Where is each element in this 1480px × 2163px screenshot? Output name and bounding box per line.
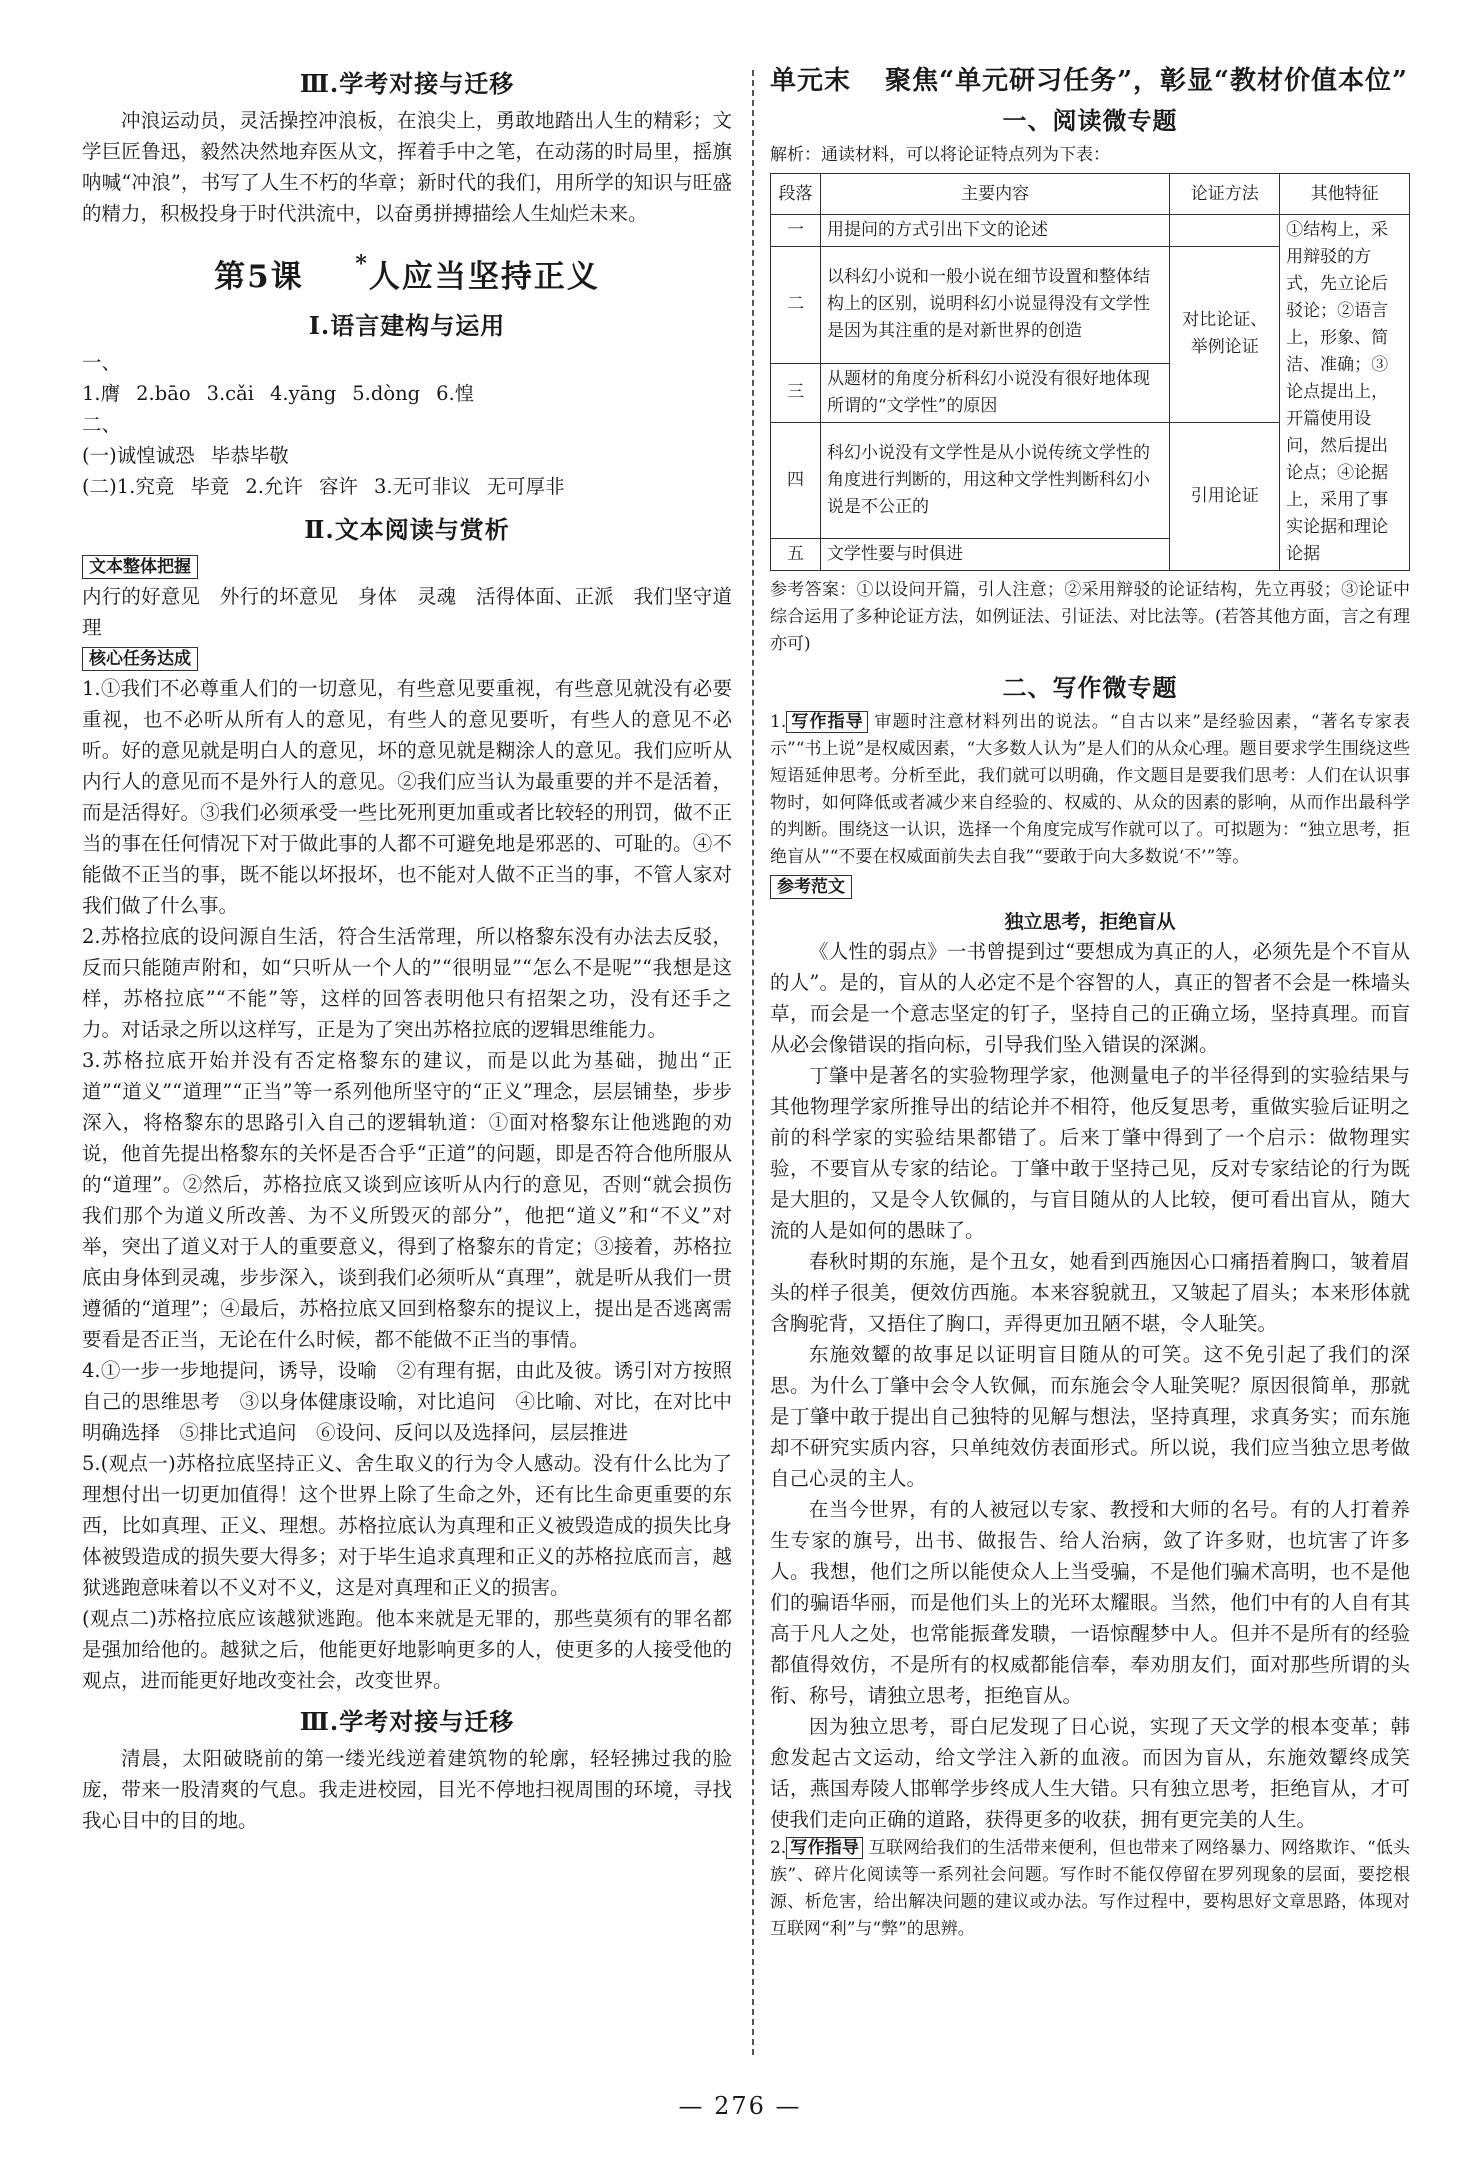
column-divider (752, 70, 754, 2055)
part-label: 二、 (82, 413, 122, 436)
answer-line (82, 378, 732, 409)
lesson-number: 第5课 (214, 259, 304, 295)
analysis-table (770, 173, 1410, 571)
lesson-title (82, 251, 732, 296)
answer-item: 2.允许 (245, 475, 303, 498)
paragraph: 清晨，太阳破晓前的第一缕光线逆着建筑物的轮廓，轻轻拂过我的脸庞，带来一股清爽的气息。我走进校园，目光不停地扫视周围的环境，寻找我心目中的目的地。 (82, 1747, 732, 1832)
answer-item: 2.bāo (136, 382, 191, 405)
table-cell: 一 (771, 215, 821, 247)
table-cell (1170, 215, 1280, 247)
table-header-row (771, 174, 1410, 215)
table-cell-method: 引用论证 (1170, 422, 1280, 571)
answer-paragraph: (观点二)苏格拉底应该越狱逃跑。他本来就是无罪的，那些莫须有的罪名都是强加给他的。越狱之后，他能更好地影响更多的人，使更多的人接受他的观点，进而能更好地改变社会，改变世界。 (82, 1607, 732, 1692)
answer-item: (一)诚惶诚恐 (82, 444, 195, 467)
item-number: 2. (770, 1838, 787, 1858)
essay-paragraph: 《人性的弱点》一书曾提到过“要想成为真正的人，必须先是个不盲从的人”。是的，盲从的人必定不是个容智的人，真正的智者不会是一株墙头草，而会是一个意志坚定的钉子，坚持自己的正确立场，坚持真理。而盲从必会像错误的指向标，引导我们坠入错误的深渊。 (770, 940, 1410, 1056)
page-number: — 276 — (678, 2092, 802, 2120)
answer-item: (二)1.究竟 (82, 475, 175, 498)
table-cell-other: ①结构上，采用辩驳的方式，先立论后驳论；②语言上，形象、简洁、准确；③论点提出上，开篇使用设问，然后提出论点；④论据上，采用了事实论据和理论论据 (1280, 215, 1410, 571)
section-heading: 一、阅读微专题 (1002, 106, 1178, 135)
unit-prefix: 单元末 (770, 66, 852, 96)
answer-line (82, 471, 732, 502)
answer-paragraph: 2.苏格拉底的设问源自生活，符合生活常理，所以格黎东没有办法去反驳，反而只能随声附和，如“只听从一个人的”“很明显”“怎么不是呢”“我想是这样，苏格拉底”“不能”等，这样的回答表明他只有招架之功，没有还手之力。对话录之所以这样写，正是为了突出苏格拉底的逻辑思维能力。 (82, 925, 732, 1041)
essay-paragraph: 东施效颦的故事足以证明盲目随从的可笑。这不免引起了我们的深思。为什么丁肇中会令人钦佩，而东施会令人耻笑呢？原因很简单，那就是丁肇中敢于提出自己独特的见解与想法，坚持真理，求真务实；而东施却不研究实质内容，只单纯效仿表面形式。所以说，我们应当独立思考做自己心灵的主人。 (770, 1343, 1410, 1490)
table-row (771, 215, 1410, 247)
unit-title (770, 60, 1410, 97)
section-heading: Ⅲ.学考对接与迁移 (299, 1707, 515, 1736)
unit-heading: 聚焦“单元研习任务”，彰显“教材价值本位” (885, 66, 1408, 96)
writing-guide (770, 709, 1410, 871)
column-header: 主要内容 (820, 174, 1169, 215)
essay-paragraph: 丁肇中是著名的实验物理学家，他测量电子的半径得到的实验结果与其他物理学家所推导出的结论并不相符，他反复思考，重做实验后证明之前的科学家的实验结果都错了。后来丁肇中得到了一个启示：做物理实验，不要盲从专家的结论。丁肇中敢于坚持己见，反对专家结论的行为既是大胆的，又是令人钦佩的，与盲目随从的人比较，便可看出盲从，随大流的人是如何的愚昧了。 (770, 1064, 1410, 1242)
tag-label: 写作指导 (786, 1837, 863, 1859)
guide-text: 审题时注意材料列出的说法。“自古以来”是经验因素，“著名专家表示”“书上说”是权威因素，“大多数人认为”是人们的从众心理。题目要求学生围绕这些短语延伸思考。分析至此，我们就可以明确，作文题目是要我们思考：人们在认识事物时，如何降低或者减少来自经验的、权威的、从众的因素的影响，从而作出最科学的判断。围绕这一认识，选择一个角度完成写作就可以了。可拟题为：“独立思考，拒绝盲从”“不要在权威面前失去自我”“要敢于向大多数说‘不’”等。 (770, 712, 1411, 867)
answer-item: 1.膺 (82, 382, 121, 405)
guide-text: 互联网给我们的生活带来便利，但也带来了网络暴力、网络欺诈、“低头族”、碎片化阅读等一系列社会问题。写作时不能仅停留在罗列现象的层面，要挖根源、析危害，给出解决问题的建议或办法。写作过程中，要构思好文章思路，体现对互联网“利”与“弊”的思辨。 (770, 1838, 1411, 1939)
table-cell-method: 对比论证、举例论证 (1170, 247, 1280, 423)
lesson-mark: * (355, 251, 369, 277)
table-cell: 三 (771, 363, 821, 422)
table-cell: 五 (771, 539, 821, 571)
answer-item: 4.yāng (269, 382, 337, 405)
table-cell: 从题材的角度分析科幻小说没有很好地体现所谓的“文学性”的原因 (820, 363, 1169, 422)
answer-item: 3.cǎi (206, 382, 254, 405)
essay-title: 独立思考，拒绝盲从 (1004, 911, 1176, 933)
answer-line (82, 440, 732, 471)
answer-item: 毕恭毕敬 (210, 444, 289, 467)
section-heading: Ⅱ.文本阅读与赏析 (304, 515, 510, 544)
paragraph: 内行的好意见 外行的坏意见 身体 灵魂 活得体面、正派 我们坚守道理 (82, 585, 732, 639)
answer-item: 毕竟 (190, 475, 230, 498)
column-header: 段落 (771, 174, 821, 215)
answer-item: 3.无可非议 (373, 475, 471, 498)
tag-label: 核心任务达成 (82, 647, 198, 671)
part-label: 一、 (82, 351, 122, 374)
table-cell: 用提问的方式引出下文的论述 (820, 215, 1169, 247)
table-cell: 文学性要与时俱进 (820, 539, 1169, 571)
answer-paragraph: 4.①一步一步地提问，诱导，设喻 ②有理有据，由此及彼。诱引对方按照自己的思维思考 ③以身体健康设喻，对比追问 ④比喻、对比，在对比中明确选择 ⑤排比式追问 ⑥设问、反问以及选择问，层层推进 (82, 1359, 732, 1444)
right-column (770, 60, 1410, 1943)
section-heading: 二、写作微专题 (1002, 673, 1178, 702)
tag-label: 参考范文 (770, 875, 852, 899)
writing-guide (770, 1835, 1410, 1943)
answer-item: 无可厚非 (486, 475, 565, 498)
answer-paragraph: 3.苏格拉底开始并没有否定格黎东的建议，而是以此为基础，抛出“正道”“道义”“道理”“正当”等一系列他所坚守的“正义”理念，层层铺垫，步步深入，将格黎东的思路引入自己的逻辑轨道：①面对格黎东让他逃跑的劝说，他首先提出格黎东的关怀是否合乎“正道”的问题，即是否符合他所服从的“道理”。②然后，苏格拉底又谈到应该听从内行的意见，否则“就会损伤我们那个为道义所改善、为不义所毁灭的部分”，他把“道义”和“不义”对举，突出了道义对于人的重要意义，得到了格黎东的肯定；③接着，苏格拉底由身体到灵魂，步步深入，谈到我们必须听从“真理”，就是听从我们一贯遵循的“道理”；④最后，苏格拉底又回到格黎东的提议上，提出是否逃离需要看是否正当，无论在什么时候，都不能做不正当的事情。 (82, 1049, 732, 1351)
tag-label: 文本整体把握 (82, 555, 198, 579)
answer-item: 6.惶 (436, 382, 475, 405)
analysis-intro: 解析：通读材料，可以将论证特点列为下表： (770, 145, 1110, 165)
essay-paragraph: 因为独立思考，哥白尼发现了日心说，实现了天文学的根本变革；韩愈发起古文运动，给文学注入新的血液。而因为盲从，东施效颦终成笑话，燕国寿陵人邯郸学步终成人生大错。只有独立思考，拒绝盲从，才可使我们走向正确的道路，获得更多的收获，拥有更完美的人生。 (770, 1715, 1410, 1831)
answer-item: 5.dòng (352, 382, 421, 405)
table-cell: 二 (771, 247, 821, 364)
lesson-name: 人应当坚持正义 (368, 259, 600, 295)
left-column (82, 60, 732, 1836)
reference-answer: 参考答案：①以设问开篇，引人注意；②采用辩驳的论证结构，先立再驳；③论证中综合运用了多种论证方法，如例证法、引证法、对比法等。(若答其他方面，言之有理亦可) (770, 580, 1410, 654)
table-cell: 科幻小说没有文学性是从小说传统文学性的角度进行判断的，用这种文学性判断科幻小说是不公正的 (820, 422, 1169, 539)
section-heading: Ⅲ.学考对接与迁移 (299, 69, 515, 98)
tag-label: 写作指导 (786, 711, 868, 733)
answer-paragraph: 1.①我们不必尊重人们的一切意见，有些意见要重视，有些意见就没有必要重视，也不必听从所有人的意见，有些人的意见要听，有些人的意见不必听。好的意见就是明白人的意见，坏的意见就是糊涂人的意见。我们应听从内行人的意见而不是外行人的意见。②我们应当认为最重要的并不是活着，而是活得好。③我们必须承受一些比死刑更加重或者比较轻的刑罚，做不正当的事在任何情况下对于做此事的人都不可避免地是邪恶的、可耻的。④不能做不正当的事，既不能以坏报坏，也不能对人做不正当的事，不管人家对我们做了什么事。 (82, 677, 732, 917)
answer-paragraph: 5.(观点一)苏格拉底坚持正义、舍生取义的行为令人感动。没有什么比为了理想付出一切更加值得！这个世界上除了生命之外，还有比生命更重要的东西，比如真理、正义、理想。苏格拉底认为真理和正义被毁造成的损失比身体被毁造成的损失要大得多；对于毕生追求真理和正义的苏格拉底而言，越狱逃跑意味着以不义对不义，这是对真理和正义的损害。 (82, 1452, 732, 1599)
essay-paragraph: 在当今世界，有的人被冠以专家、教授和大师的名号。有的人打着养生专家的旗号，出书、做报告、给人治病，敛了许多财，也坑害了许多人。我想，他们之所以能使众人上当受骗，不是他们骗术高明，也不是他们的骗语华丽，而是他们头上的光环太耀眼。当然，他们中有的人自有其高于凡人之处，也常能振聋发聩，一语惊醒梦中人。但并不是所有的经验都值得效仿，不是所有的权威都能信奉，奉劝朋友们，面对那些所谓的头衔、称号，请独立思考，拒绝盲从。 (770, 1498, 1410, 1707)
essay-paragraph: 春秋时期的东施，是个丑女，她看到西施因心口痛捂着胸口，皱着眉头的样子很美，便效仿西施。本来容貌就丑，又皱起了眉头；本来形体就含胸驼背，又捂住了胸口，弄得更加丑陋不堪，令人耻笑。 (770, 1250, 1410, 1335)
table-cell: 四 (771, 422, 821, 539)
paragraph: 冲浪运动员，灵活操控冲浪板，在浪尖上，勇敢地踏出人生的精彩；文学巨匠鲁迅，毅然决然地弃医从文，挥着手中之笔，在动荡的时局里，摇旗呐喊“冲浪”，书写了人生不朽的华章；新时代的我们，用所学的知识与旺盛的精力，积极投身于时代洪流中，以奋勇拼搏描绘人生灿烂未来。 (82, 109, 732, 225)
column-header: 其他特征 (1280, 174, 1410, 215)
section-heading: Ⅰ.语言建构与运用 (308, 311, 506, 340)
table-cell: 以科幻小说和一般小说在细节设置和整体结构上的区别，说明科幻小说显得没有文学性是因为其注重的是对新世界的创造 (820, 247, 1169, 364)
answer-item: 容许 (318, 475, 358, 498)
item-number: 1. (770, 712, 787, 732)
column-header: 论证方法 (1170, 174, 1280, 215)
